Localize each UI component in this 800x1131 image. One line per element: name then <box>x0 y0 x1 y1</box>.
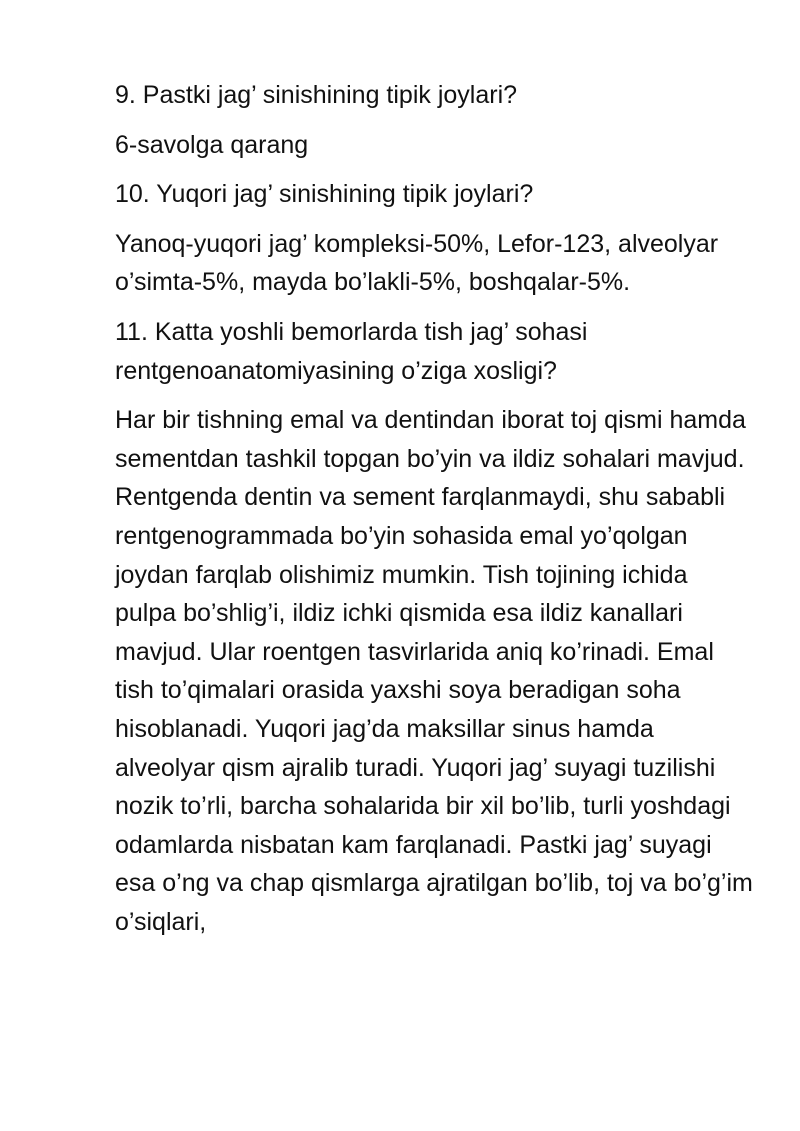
answer-10: Yanoq-yuqori jag’ kompleksi-50%, Lefor-123, alveolyar o’simta-5%, mayda bo’lakli-5%, boshqalar-5%. <box>115 229 719 297</box>
question-9: 9. Pastki jag’ sinishining tipik joylari? <box>115 81 518 109</box>
answer-11: Har bir tishning emal va dentindan iborat toj qismi hamda sementdan tashkil topgan bo’yin va ildiz sohalari mavjud. Rentgenda dentin va sement farqlanmaydi, shu sababli rentgenogrammada bo’yin sohasida emal yo’qolgan joydan farqlab olishimiz mumkin. Tish tojining ichida pulpa bo’shlig’i, ildiz ichki qismida esa ildiz kanallari mavjud. Ular roentgen tasvirlarida aniq ko’rinadi. Emal tish to’qimalari orasida yaxshi soya beradigan soha hisoblanadi. Yuqori jag’da maksillar sinus hamda alveolyar qism ajralib turadi. Yuqori jag’ suyagi tuzilishi nozik to’rli, barcha sohalarida bir xil bo’lib, turli yoshdagi odamlarda nisbatan kam farqlanadi. Pastki jag’ suyagi esa o’ng va chap qismlarga ajratilgan bo’lib, toj va bo’g’im o’siqlari, <box>115 406 753 936</box>
question-10: 10. Yuqori jag’ sinishining tipik joylari? <box>115 180 534 209</box>
answer-9: 6-savolga qarang <box>115 130 309 159</box>
document-page <box>115 76 755 952</box>
question-11: 11. Katta yoshli bemorlarda tish jag’ sohasi rentgenoanatomiyasining o’ziga xosligi? <box>115 317 588 385</box>
